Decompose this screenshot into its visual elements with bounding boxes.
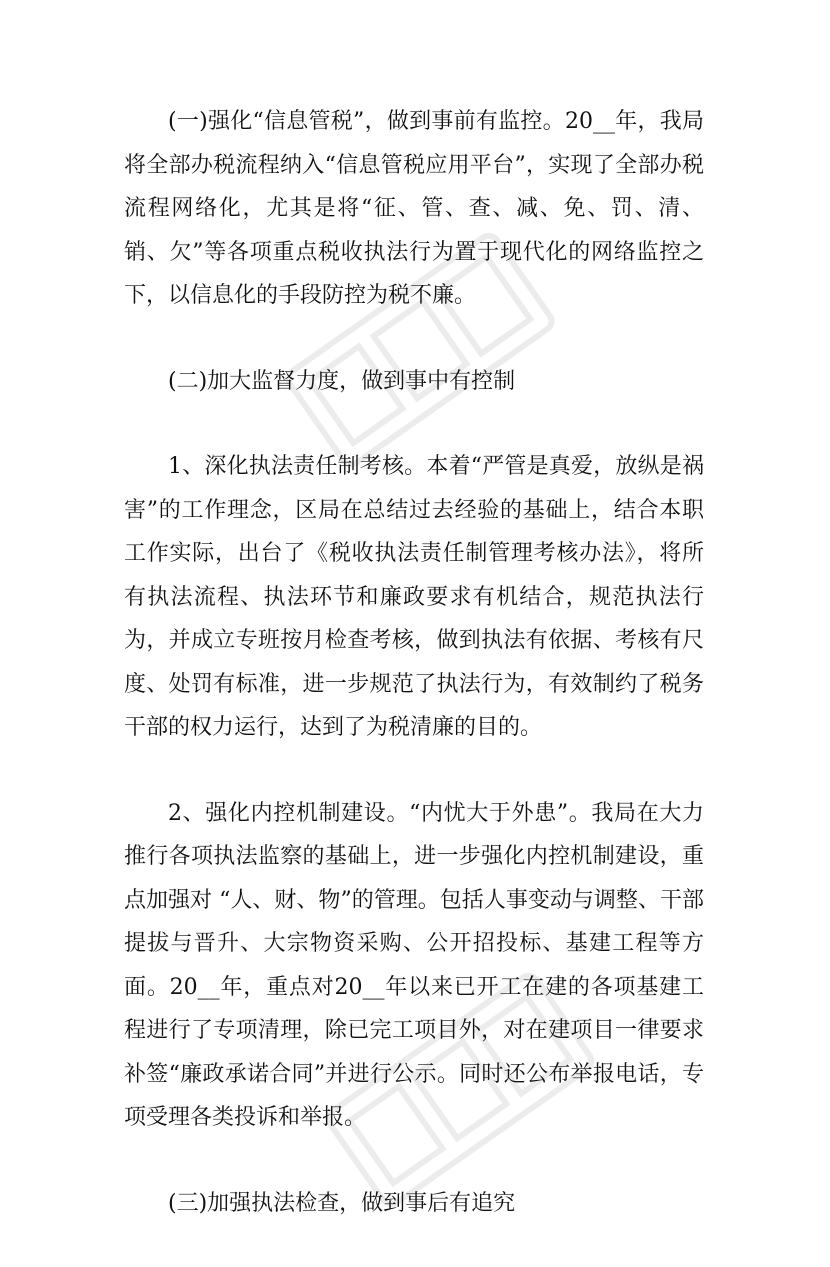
paragraph-section-1-info-tax: (一)强化“信息管税”，做到事前有监控。20__年，我局将全部办税流程纳入“信息管税应用平台”，实现了全部办税流程网络化，尤其是将“征、管、查、减、免、罚、清、销、欠”等各项重点税收执法行为置于现代化的网络监控之下，以信息化的手段防控为税不廉。 xyxy=(124,109,704,308)
document-body xyxy=(124,100,704,1267)
heading-section-2-supervision: (二)加大监督力度，做到事中有控制 xyxy=(168,368,516,394)
heading-section-3-inspection: (三)加强执法检查，做到事后有追究 xyxy=(168,1190,516,1216)
paragraph-item-2-internal-control: 2、强化内控机制建设。“内忧大于外患”。我局在大力推行各项执法监察的基础上，进一步强化内控机制建设，重点加强对 “人、财、物”的管理。包括人事变动与调整、干部提拔与晋升、大宗物资采购、公开招投标、基建工程等方面。20__年，重点对20__年以来已开工在建的各项基建工程进行了专项清理，除已完工项目外，对在建项目一律要求补签“廉政承诺合同”并进行公示。同时还公布举报电话，专项受理各类投诉和举报。 xyxy=(124,800,704,1130)
paragraph-item-1-responsibility: 1、深化执法责任制考核。本着“严管是真爱，放纵是祸害”的工作理念，区局在总结过去经验的基础上，结合本职工作实际，出台了《税收执法责任制管理考核办法》，将所有执法流程、执法环节和廉政要求有机结合，规范执法行为，并成立专班按月检查考核，做到执法有依据、考核有尺度、处罚有标准，进一步规范了执法行为，有效制约了税务干部的权力运行，达到了为税清廉的目的。 xyxy=(124,454,704,740)
